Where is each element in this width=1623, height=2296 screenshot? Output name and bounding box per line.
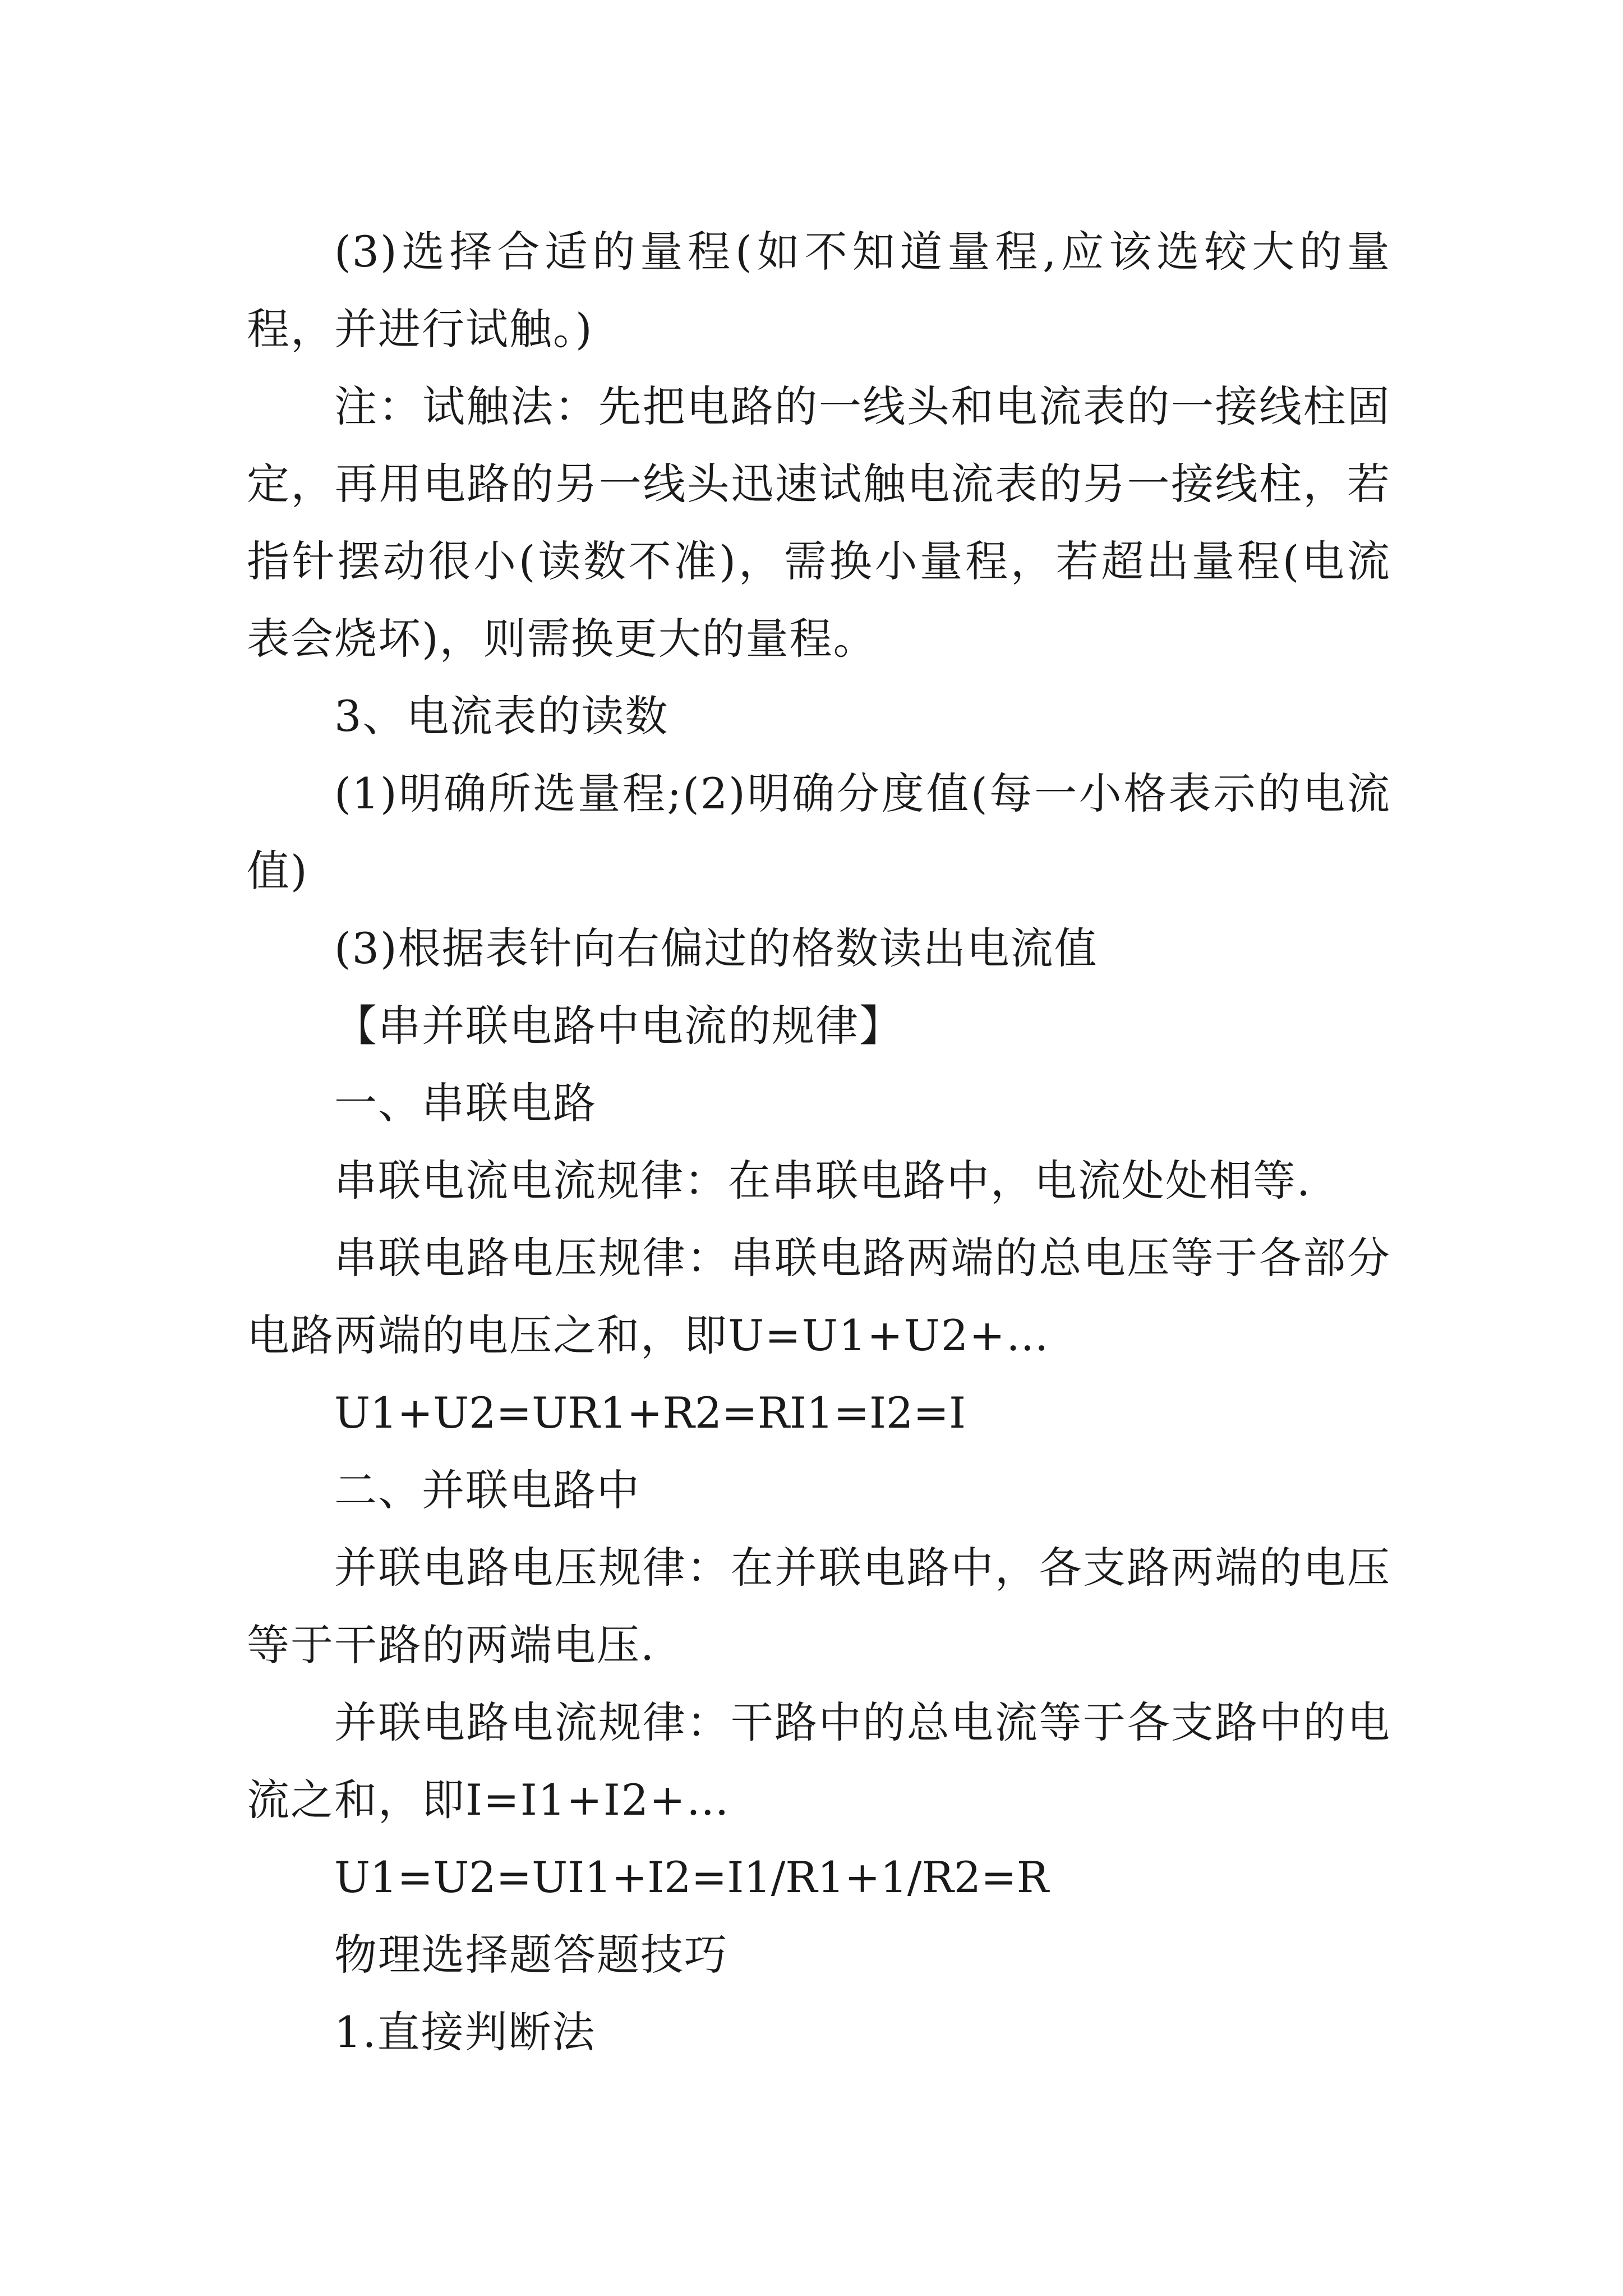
- subheading-direct-judgment: 1.直接判断法: [334, 2007, 596, 2057]
- formula-series: U1+U2=UR1+R2=RI1=I2=I: [334, 1388, 966, 1438]
- paragraph-parallel-current-rule: 并联电路电流规律：干路中的总电流等于各支路中的电流之和，即I=I1+I2+…: [247, 1697, 1391, 1825]
- paragraph-range-selection: (3)选择合适的量程(如不知道量程,应该选较大的量程，并进行试触。): [247, 227, 1391, 354]
- document-page: [247, 213, 1391, 2071]
- subheading-parallel-circuit: 二、并联电路中: [334, 1465, 640, 1515]
- paragraph-series-current-rule: 串联电流电流规律：在串联电路中，电流处处相等.: [334, 1156, 1312, 1205]
- paragraph-reading-step-3: (3)根据表针向右偏过的格数读出电流值: [334, 923, 1098, 973]
- subheading-series-circuit: 一、串联电路: [334, 1078, 597, 1128]
- paragraph-trial-touch-note: 注：试触法：先把电路的一线头和电流表的一接线柱固定，再用电路的另一线头迅速试触电流表的另一接线柱，若指针摆动很小(读数不准)，需换小量程，若超出量程(电流表会烧坏)，则需换更大的量程。: [247, 381, 1391, 664]
- formula-parallel: U1=U2=UI1+I2=I1/R1+1/R2=R: [334, 1852, 1049, 1902]
- paragraph-series-voltage-rule: 串联电路电压规律：串联电路两端的总电压等于各部分电路两端的电压之和，即U=U1+U2+…: [247, 1233, 1391, 1360]
- section-heading-choice-tips: 物理选择题答题技巧: [334, 1930, 728, 1980]
- paragraph-reading-steps: (1)明确所选量程;(2)明确分度值(每一小格表示的电流值): [247, 769, 1391, 896]
- section-heading-circuit-rules: 【串并联电路中电流的规律】: [334, 1001, 903, 1051]
- section-heading-ammeter-reading: 3、电流表的读数: [334, 691, 669, 741]
- paragraph-parallel-voltage-rule: 并联电路电压规律：在并联电路中，各支路两端的电压等于干路的两端电压.: [247, 1543, 1391, 1670]
